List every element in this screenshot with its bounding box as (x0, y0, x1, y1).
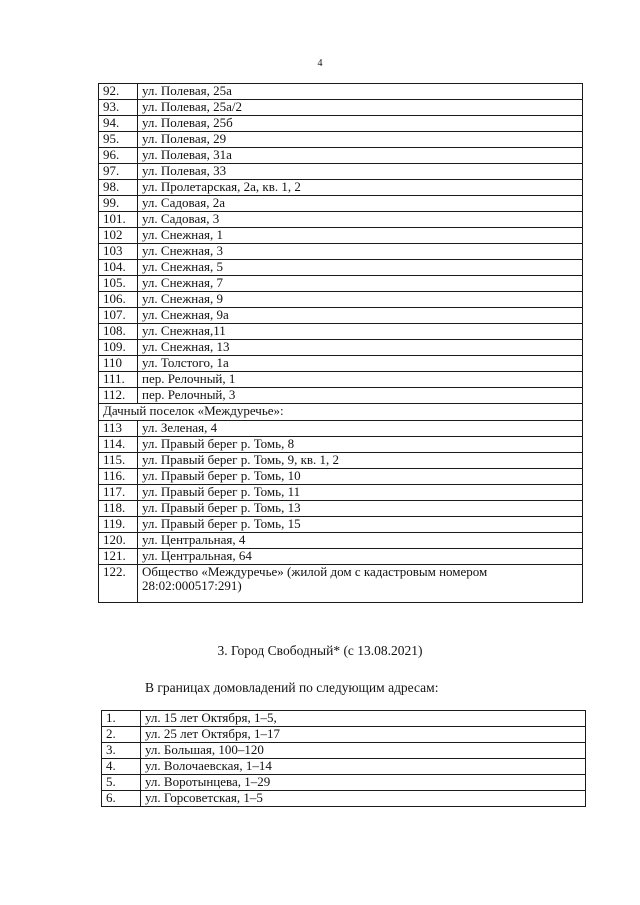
table-row (99, 180, 583, 196)
table-row (102, 791, 586, 807)
row-number: 4. (102, 759, 141, 775)
row-number: 105. (99, 276, 138, 292)
row-address: пер. Релочный, 1 (138, 372, 583, 388)
row-address: ул. Горсоветская, 1–5 (141, 791, 586, 807)
row-number: 6. (102, 791, 141, 807)
row-number: 2. (102, 727, 141, 743)
row-address: ул. Правый берег р. Томь, 15 (138, 517, 583, 533)
row-number: 92. (99, 84, 138, 100)
row-number: 94. (99, 116, 138, 132)
row-number: 115. (99, 453, 138, 469)
row-address: ул. Полевая, 29 (138, 132, 583, 148)
section-row (99, 404, 583, 421)
table-row (99, 228, 583, 244)
section-heading: 3. Город Свободный* (с 13.08.2021) (217, 643, 423, 658)
table-row (99, 196, 583, 212)
table-row (102, 775, 586, 791)
table-row (99, 340, 583, 356)
table-row (99, 292, 583, 308)
row-address: ул. Садовая, 2а (138, 196, 583, 212)
table-row (99, 212, 583, 228)
row-number: 117. (99, 485, 138, 501)
row-number: 122. (99, 565, 138, 603)
table-row (99, 517, 583, 533)
row-address: ул. Полевая, 25а (138, 84, 583, 100)
table-row (99, 453, 583, 469)
table-row (99, 308, 583, 324)
row-number: 108. (99, 324, 138, 340)
section-label: Дачный поселок «Междуречье»: (99, 404, 583, 421)
row-number: 1. (102, 711, 141, 727)
row-address: ул. Полевая, 31а (138, 148, 583, 164)
row-number: 106. (99, 292, 138, 308)
row-number: 99. (99, 196, 138, 212)
row-address: ул. Садовая, 3 (138, 212, 583, 228)
row-address: ул. Правый берег р. Томь, 11 (138, 485, 583, 501)
row-number: 119. (99, 517, 138, 533)
row-address: ул. Пролетарская, 2а, кв. 1, 2 (138, 180, 583, 196)
row-number: 110 (99, 356, 138, 372)
table-row (99, 565, 583, 603)
row-number: 120. (99, 533, 138, 549)
row-address: Общество «Междуречье» (жилой дом с кадастровым номером 28:02:000517:291) (138, 565, 583, 603)
row-number: 98. (99, 180, 138, 196)
table-row (99, 485, 583, 501)
row-number: 112. (99, 388, 138, 404)
table-row (99, 356, 583, 372)
row-address: ул. Снежная, 9а (138, 308, 583, 324)
table-row (99, 132, 583, 148)
page-number: 4 (317, 58, 323, 69)
row-address: ул. Снежная, 9 (138, 292, 583, 308)
row-address: ул. Снежная, 7 (138, 276, 583, 292)
table-row (99, 388, 583, 404)
table-row (102, 711, 586, 727)
row-number: 109. (99, 340, 138, 356)
address-table-main (98, 83, 583, 603)
table-row (99, 437, 583, 453)
table-row (99, 164, 583, 180)
table-row (99, 116, 583, 132)
row-address: ул. Центральная, 4 (138, 533, 583, 549)
row-address: ул. Зеленая, 4 (138, 421, 583, 437)
row-number: 116. (99, 469, 138, 485)
row-address: ул. 15 лет Октября, 1–5, (141, 711, 586, 727)
row-number: 3. (102, 743, 141, 759)
row-number: 121. (99, 549, 138, 565)
table-row (99, 421, 583, 437)
row-number: 107. (99, 308, 138, 324)
table-row (99, 533, 583, 549)
table-row (99, 501, 583, 517)
row-number: 96. (99, 148, 138, 164)
row-address: ул. Правый берег р. Томь, 10 (138, 469, 583, 485)
table-row (99, 324, 583, 340)
row-number: 114. (99, 437, 138, 453)
row-number: 5. (102, 775, 141, 791)
row-number: 118. (99, 501, 138, 517)
table-row (99, 276, 583, 292)
row-address: ул. Снежная, 5 (138, 260, 583, 276)
table-row (102, 759, 586, 775)
address-table-svobodny (101, 710, 586, 807)
row-number: 95. (99, 132, 138, 148)
row-address: ул. Правый берег р. Томь, 8 (138, 437, 583, 453)
row-address: ул. Снежная, 1 (138, 228, 583, 244)
row-address: ул. Снежная, 13 (138, 340, 583, 356)
row-address: ул. Большая, 100–120 (141, 743, 586, 759)
row-address: ул. Снежная,11 (138, 324, 583, 340)
table-row (99, 84, 583, 100)
row-address: ул. Правый берег р. Томь, 13 (138, 501, 583, 517)
row-address: ул. Снежная, 3 (138, 244, 583, 260)
row-address: ул. Полевая, 25а/2 (138, 100, 583, 116)
row-address: ул. Правый берег р. Томь, 9, кв. 1, 2 (138, 453, 583, 469)
table-row (99, 372, 583, 388)
row-number: 104. (99, 260, 138, 276)
row-number: 97. (99, 164, 138, 180)
intro-text: В границах домовладений по следующим адресам: (145, 680, 439, 695)
table-row (99, 469, 583, 485)
row-number: 102 (99, 228, 138, 244)
table-row (99, 148, 583, 164)
row-address: ул. Полевая, 25б (138, 116, 583, 132)
table-row (99, 260, 583, 276)
row-address: ул. Полевая, 33 (138, 164, 583, 180)
row-address: пер. Релочный, 3 (138, 388, 583, 404)
table-row (99, 244, 583, 260)
row-address: ул. Толстого, 1а (138, 356, 583, 372)
table-row (99, 549, 583, 565)
row-address: ул. Волочаевская, 1–14 (141, 759, 586, 775)
row-number: 103 (99, 244, 138, 260)
row-number: 111. (99, 372, 138, 388)
table-row (99, 100, 583, 116)
table-row (102, 727, 586, 743)
row-number: 93. (99, 100, 138, 116)
row-number: 101. (99, 212, 138, 228)
row-address: ул. 25 лет Октября, 1–17 (141, 727, 586, 743)
table-row (102, 743, 586, 759)
row-number: 113 (99, 421, 138, 437)
row-address: ул. Воротынцева, 1–29 (141, 775, 586, 791)
row-address: ул. Центральная, 64 (138, 549, 583, 565)
